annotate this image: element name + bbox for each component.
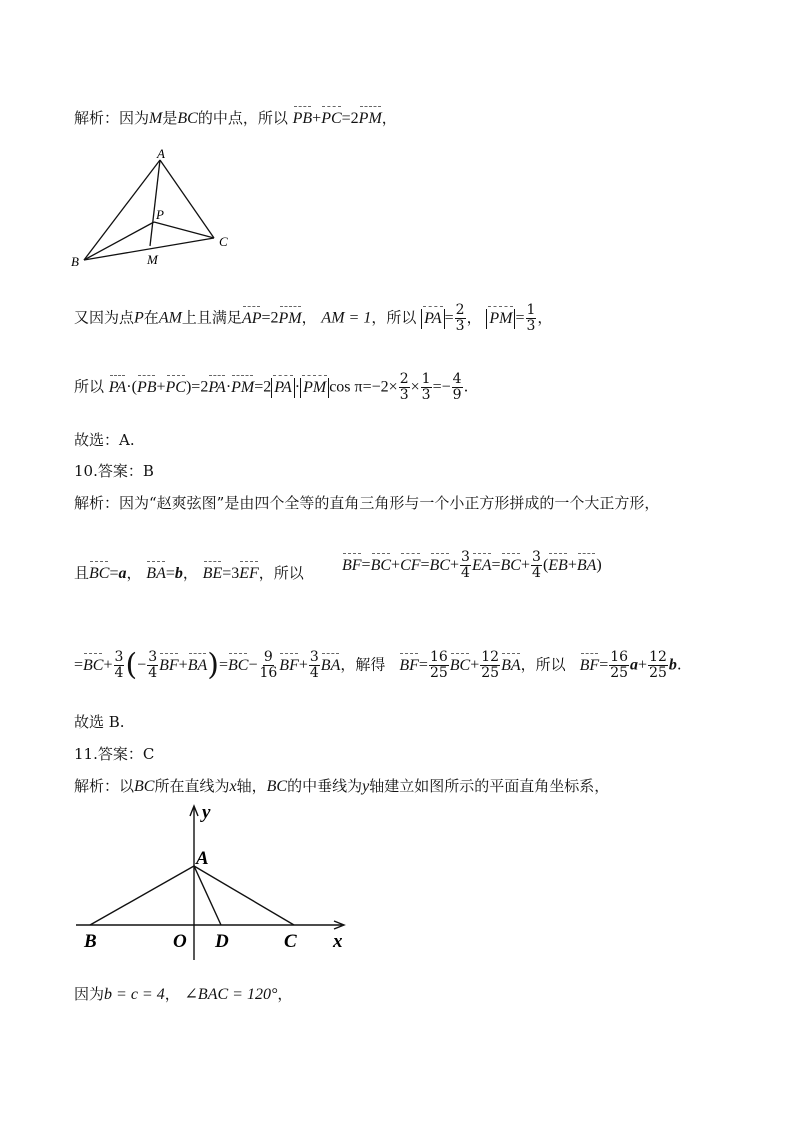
fraction: $\frac{3}{4}$ bbox=[114, 649, 124, 681]
fraction: $\frac{9}{16}$ bbox=[259, 649, 278, 681]
fraction: $\frac{1}{3}$ bbox=[526, 302, 536, 334]
fig2-label-x: x bbox=[333, 931, 343, 952]
sol10-line2: 且BC=a， BA=b， BE=3EF，所以 bbox=[74, 564, 304, 582]
sol11-given: 因为b = c = 4， ∠BAC = 120°， bbox=[74, 985, 293, 1003]
fig1-label-c: C bbox=[219, 234, 228, 249]
sol10-line3: =BC+ $\frac{3}{4}$ (− $\frac{3}{4}$ BF+BA)=BC− $\frac{9}{16}$ BF+ $\frac{3}{4}$ BA，解得 BF= $\frac{16}{25}$ BC+ $\frac{12}{25}$ BA，所以 BF= $\frac{16}{25}$ a+ $\frac{12}{25}$ b. bbox=[74, 647, 682, 683]
fig2-label-c: C bbox=[284, 931, 297, 952]
fig1-label-m: M bbox=[147, 252, 158, 267]
fraction: $\frac{3}{4}$ bbox=[461, 549, 470, 581]
sol9-line3: 所以 PA·(PB+PC)=2PA·PM=2 PA · PM cos π=−2× $\frac{2}{3}$ × $\frac{1}{3}$ =− $\frac{4}{9}$ . bbox=[74, 371, 469, 403]
fraction: $\frac{4}{9}$ bbox=[452, 371, 462, 403]
fraction: $\frac{3}{4}$ bbox=[148, 649, 158, 681]
fig2-label-a: A bbox=[196, 848, 209, 869]
sol9-choose: 故选：A. bbox=[74, 431, 135, 449]
fraction: $\frac{3}{4}$ bbox=[309, 649, 319, 681]
fraction: $\frac{1}{3}$ bbox=[421, 371, 431, 403]
sol10-choose: 故选 B. bbox=[74, 713, 125, 731]
fraction: $\frac{3}{4}$ bbox=[532, 549, 541, 581]
fig2-label-b: B bbox=[84, 931, 97, 952]
fraction: $\frac{2}{3}$ bbox=[399, 371, 409, 403]
fraction: $\frac{12}{25}$ bbox=[481, 649, 500, 681]
fig1-label-p: P bbox=[156, 207, 164, 222]
fig2-label-o: O bbox=[173, 931, 187, 952]
fraction: $\frac{16}{25}$ bbox=[610, 649, 629, 681]
coordinate-figure bbox=[70, 800, 360, 964]
fig2-label-y: y bbox=[202, 802, 211, 823]
fig2-label-d: D bbox=[215, 931, 229, 952]
sol10-equation-1: BF=BC+CF=BC+ $\frac{3}{4}$ EA=BC+ $\frac{3}{4}$ (EB+BA) bbox=[342, 549, 602, 581]
fraction: $\frac{16}{25}$ bbox=[429, 649, 448, 681]
sol10-answer: 10.答案：B bbox=[74, 462, 154, 480]
sol11-answer: 11.答案：C bbox=[74, 745, 155, 763]
sol9-line1: 解析：因为M是BC的中点，所以 PB+PC=2PM， bbox=[74, 109, 397, 127]
fig1-label-a: A bbox=[157, 148, 165, 161]
sol9-line2: 又因为点P在AM上且满足AP=2PM， AM = 1，所以 PA = $\frac{2}{3}$ ， PM = $\frac{1}{3}$ ， bbox=[74, 302, 553, 334]
fig1-label-b: B bbox=[71, 254, 79, 269]
fraction: $\frac{2}{3}$ bbox=[455, 302, 465, 334]
fraction: $\frac{12}{25}$ bbox=[649, 649, 667, 681]
sol10-intro: 解析：因为“赵爽弦图”是由四个全等的直角三角形与一个小正方形拼成的一个大正方形， bbox=[74, 494, 660, 512]
triangle-figure bbox=[70, 148, 240, 270]
sol11-intro: 解析：以BC所在直线为x轴，BC的中垂线为y轴建立如图所示的平面直角坐标系， bbox=[74, 777, 610, 795]
